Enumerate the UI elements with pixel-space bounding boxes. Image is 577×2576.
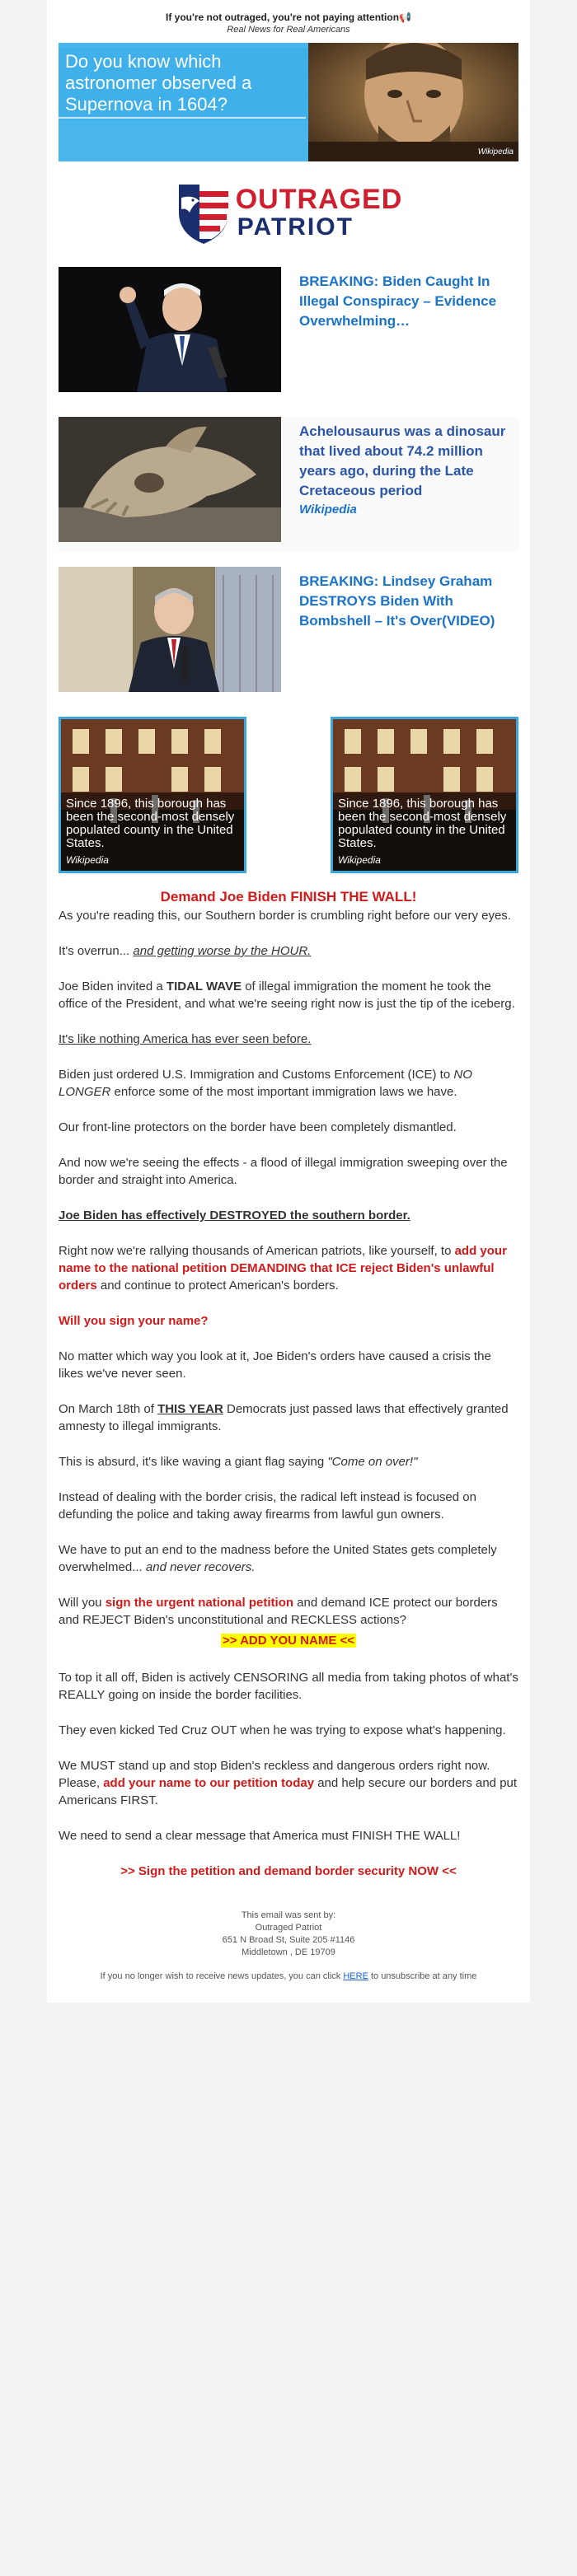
text-run: We have to put an end to the madness before the United States gets completely overwhelmed... bbox=[59, 1543, 497, 1574]
sign-question-link[interactable]: Will you sign your name? bbox=[59, 1314, 209, 1328]
story-1-text bbox=[281, 267, 518, 392]
text-run: Will you bbox=[59, 1596, 106, 1610]
tagline-text: If you're not outraged, you're not paying attention bbox=[166, 12, 400, 23]
email-footer bbox=[47, 1910, 530, 1983]
paragraph: We need to send a clear message that America must FINISH THE WALL! bbox=[59, 1829, 461, 1843]
sender-address-line2: Middletown , DE 19709 bbox=[242, 1947, 335, 1957]
paragraph bbox=[59, 1541, 518, 1576]
story-3-title[interactable]: BREAKING: Lindsey Graham DESTROYS Biden With Bombshell – It's Over(VIDEO) bbox=[299, 573, 495, 629]
paragraph bbox=[59, 1594, 518, 1629]
borough-caption-left bbox=[61, 792, 244, 871]
borough-ad-right[interactable] bbox=[331, 717, 518, 873]
text-run: It's overrun... bbox=[59, 944, 134, 958]
text-run: and help secure our borders and put Americans FIRST. bbox=[59, 1776, 518, 1807]
unsubscribe-link[interactable]: HERE bbox=[343, 1971, 368, 1981]
story-biden-conspiracy[interactable] bbox=[59, 267, 518, 402]
paragraph bbox=[59, 1066, 518, 1101]
text-run: and demand ICE protect our borders and REJECT Biden's unconstitutional and RECKLESS actions? bbox=[59, 1596, 498, 1627]
paragraph bbox=[59, 942, 518, 960]
emphasis: and getting worse by the HOUR. bbox=[133, 944, 312, 958]
paragraph bbox=[59, 978, 518, 1012]
story-2-title[interactable]: Achelousaurus was a dinosaur that lived about 74.2 million years ago, during the Late Cretaceous period bbox=[299, 423, 506, 498]
logo-line1: OUTRAGED bbox=[235, 184, 403, 215]
eagle-shield-icon bbox=[175, 180, 232, 245]
story-achelousaurus[interactable] bbox=[59, 417, 518, 552]
paragraph bbox=[59, 1400, 518, 1435]
text-run: Joe Biden invited a bbox=[59, 979, 167, 993]
text-run: and continue to protect American's borders. bbox=[96, 1279, 339, 1293]
sender-address-line1: 651 N Broad St, Suite 205 #1146 bbox=[222, 1935, 355, 1945]
text-run: On March 18th of bbox=[59, 1402, 158, 1416]
sender-org: Outraged Patriot bbox=[255, 1923, 322, 1933]
text-run: Democrats just passed laws that effectively granted amnesty to illegal immigrants. bbox=[59, 1402, 509, 1433]
paragraph bbox=[59, 1207, 518, 1224]
hero-question: Do you know which astronomer observed a Supernova in 1604? bbox=[59, 48, 318, 120]
text-run: Biden just ordered U.S. Immigration and Customs Enforcement (ICE) to bbox=[59, 1068, 454, 1082]
story-2-text bbox=[281, 417, 518, 542]
paragraph: It's like nothing America has ever seen before. bbox=[59, 1032, 312, 1046]
borough-ad-left[interactable] bbox=[59, 717, 246, 873]
caption-source: Wikipedia bbox=[66, 854, 109, 866]
email-body bbox=[47, 0, 530, 2003]
paragraph bbox=[59, 1242, 518, 1294]
story-3-text bbox=[281, 567, 518, 692]
petition-link[interactable]: add your name to the national petition DEMANDING that ICE reject Biden's unlawful orders bbox=[59, 1244, 507, 1293]
caption-source: Wikipedia bbox=[338, 854, 381, 866]
logo-wordmark bbox=[236, 185, 403, 241]
story-graham-bombshell[interactable] bbox=[59, 567, 518, 702]
megaphone-icon: 📢 bbox=[399, 12, 411, 23]
emphasis: "Come on over!" bbox=[327, 1455, 418, 1469]
hero-divider bbox=[59, 117, 306, 119]
petition-link[interactable]: add your name to our petition today bbox=[103, 1776, 315, 1790]
borough-caption-right bbox=[333, 792, 516, 871]
emphasis: Joe Biden has effectively DESTROYED the southern border. bbox=[59, 1209, 410, 1223]
hero-banner[interactable] bbox=[59, 43, 518, 161]
petition-article bbox=[47, 873, 530, 1880]
paragraph: And now we're seeing the effects - a flood of illegal immigration sweeping over the border and straight into America. bbox=[59, 1156, 508, 1187]
paragraph: They even kicked Ted Cruz OUT when he was trying to expose what's happening. bbox=[59, 1723, 506, 1737]
sign-petition-button[interactable]: >> Sign the petition and demand border security NOW << bbox=[120, 1864, 457, 1878]
header-subtitle: Real News for Real Americans bbox=[227, 25, 350, 35]
graham-speaking-image bbox=[59, 567, 281, 692]
unsubscribe-note bbox=[74, 1971, 503, 1983]
paragraph: No matter which way you look at it, Joe Biden's orders have caused a crisis the likes we've never seen. bbox=[59, 1349, 491, 1381]
petition-link[interactable]: sign the urgent national petition bbox=[105, 1596, 294, 1610]
text-run: This is absurd, it's like waving a giant flag saying bbox=[59, 1455, 328, 1469]
duo-ad-row bbox=[59, 717, 518, 873]
biden-speaking-image bbox=[59, 267, 281, 392]
dinosaur-skull-image bbox=[59, 417, 281, 542]
paragraph: Instead of dealing with the border crisis, the radical left instead is focused on defunding the police and taking away firearms from lawful gun owners. bbox=[59, 1490, 476, 1522]
paragraph bbox=[59, 1453, 518, 1470]
caption-text: Since 1896, this borough has been the second-most densely populated county in the United States. bbox=[338, 797, 507, 850]
emphasis: THIS YEAR bbox=[157, 1402, 223, 1416]
outraged-patriot-logo[interactable] bbox=[47, 173, 530, 252]
story-1-title[interactable]: BREAKING: Biden Caught In Illegal Conspiracy – Evidence Overwhelming… bbox=[299, 273, 497, 329]
header-tagline bbox=[47, 12, 530, 23]
hero-source: Wikipedia bbox=[477, 147, 514, 157]
logo-line2: PATRIOT bbox=[237, 213, 354, 241]
add-name-button[interactable]: >> ADD YOU NAME << bbox=[222, 1634, 355, 1648]
add-name-cta bbox=[59, 1632, 518, 1649]
text-run: We MUST stand up and stop Biden's reckless and dangerous orders right now. Please, bbox=[59, 1759, 490, 1790]
paragraph: Our front-line protectors on the border have been completely dismantled. bbox=[59, 1120, 457, 1134]
text-run: to unsubscribe at any time bbox=[368, 1971, 477, 1981]
paragraph bbox=[59, 1757, 518, 1809]
emphasis: and never recovers. bbox=[145, 1560, 256, 1574]
article-headline: Demand Joe Biden FINISH THE WALL! bbox=[160, 889, 417, 905]
story-2-source: Wikipedia bbox=[299, 503, 357, 517]
text-run: enforce some of the most important immigration laws we have. bbox=[110, 1085, 457, 1099]
paragraph: As you're reading this, our Southern border is crumbling right before our very eyes. bbox=[59, 909, 511, 923]
sent-by-label: This email was sent by: bbox=[241, 1910, 336, 1920]
emphasis: TIDAL WAVE bbox=[166, 979, 242, 993]
paragraph: To top it all off, Biden is actively CENSORING all media from taking photos of what's REALLY going on inside the border facilities. bbox=[59, 1671, 518, 1702]
caption-text: Since 1896, this borough has been the second-most densely populated county in the United States. bbox=[66, 797, 235, 850]
emphasis: NO LONGER bbox=[59, 1068, 472, 1099]
text-run: of illegal immigration the moment he took the office of the President, and what we're seeing right now is just the tip of the iceberg. bbox=[59, 979, 515, 1011]
text-run: If you no longer wish to receive news updates, you can click bbox=[100, 1971, 344, 1981]
astronomer-portrait-image bbox=[308, 43, 518, 161]
text-run: Right now we're rallying thousands of American patriots, like yourself, to bbox=[59, 1244, 455, 1258]
